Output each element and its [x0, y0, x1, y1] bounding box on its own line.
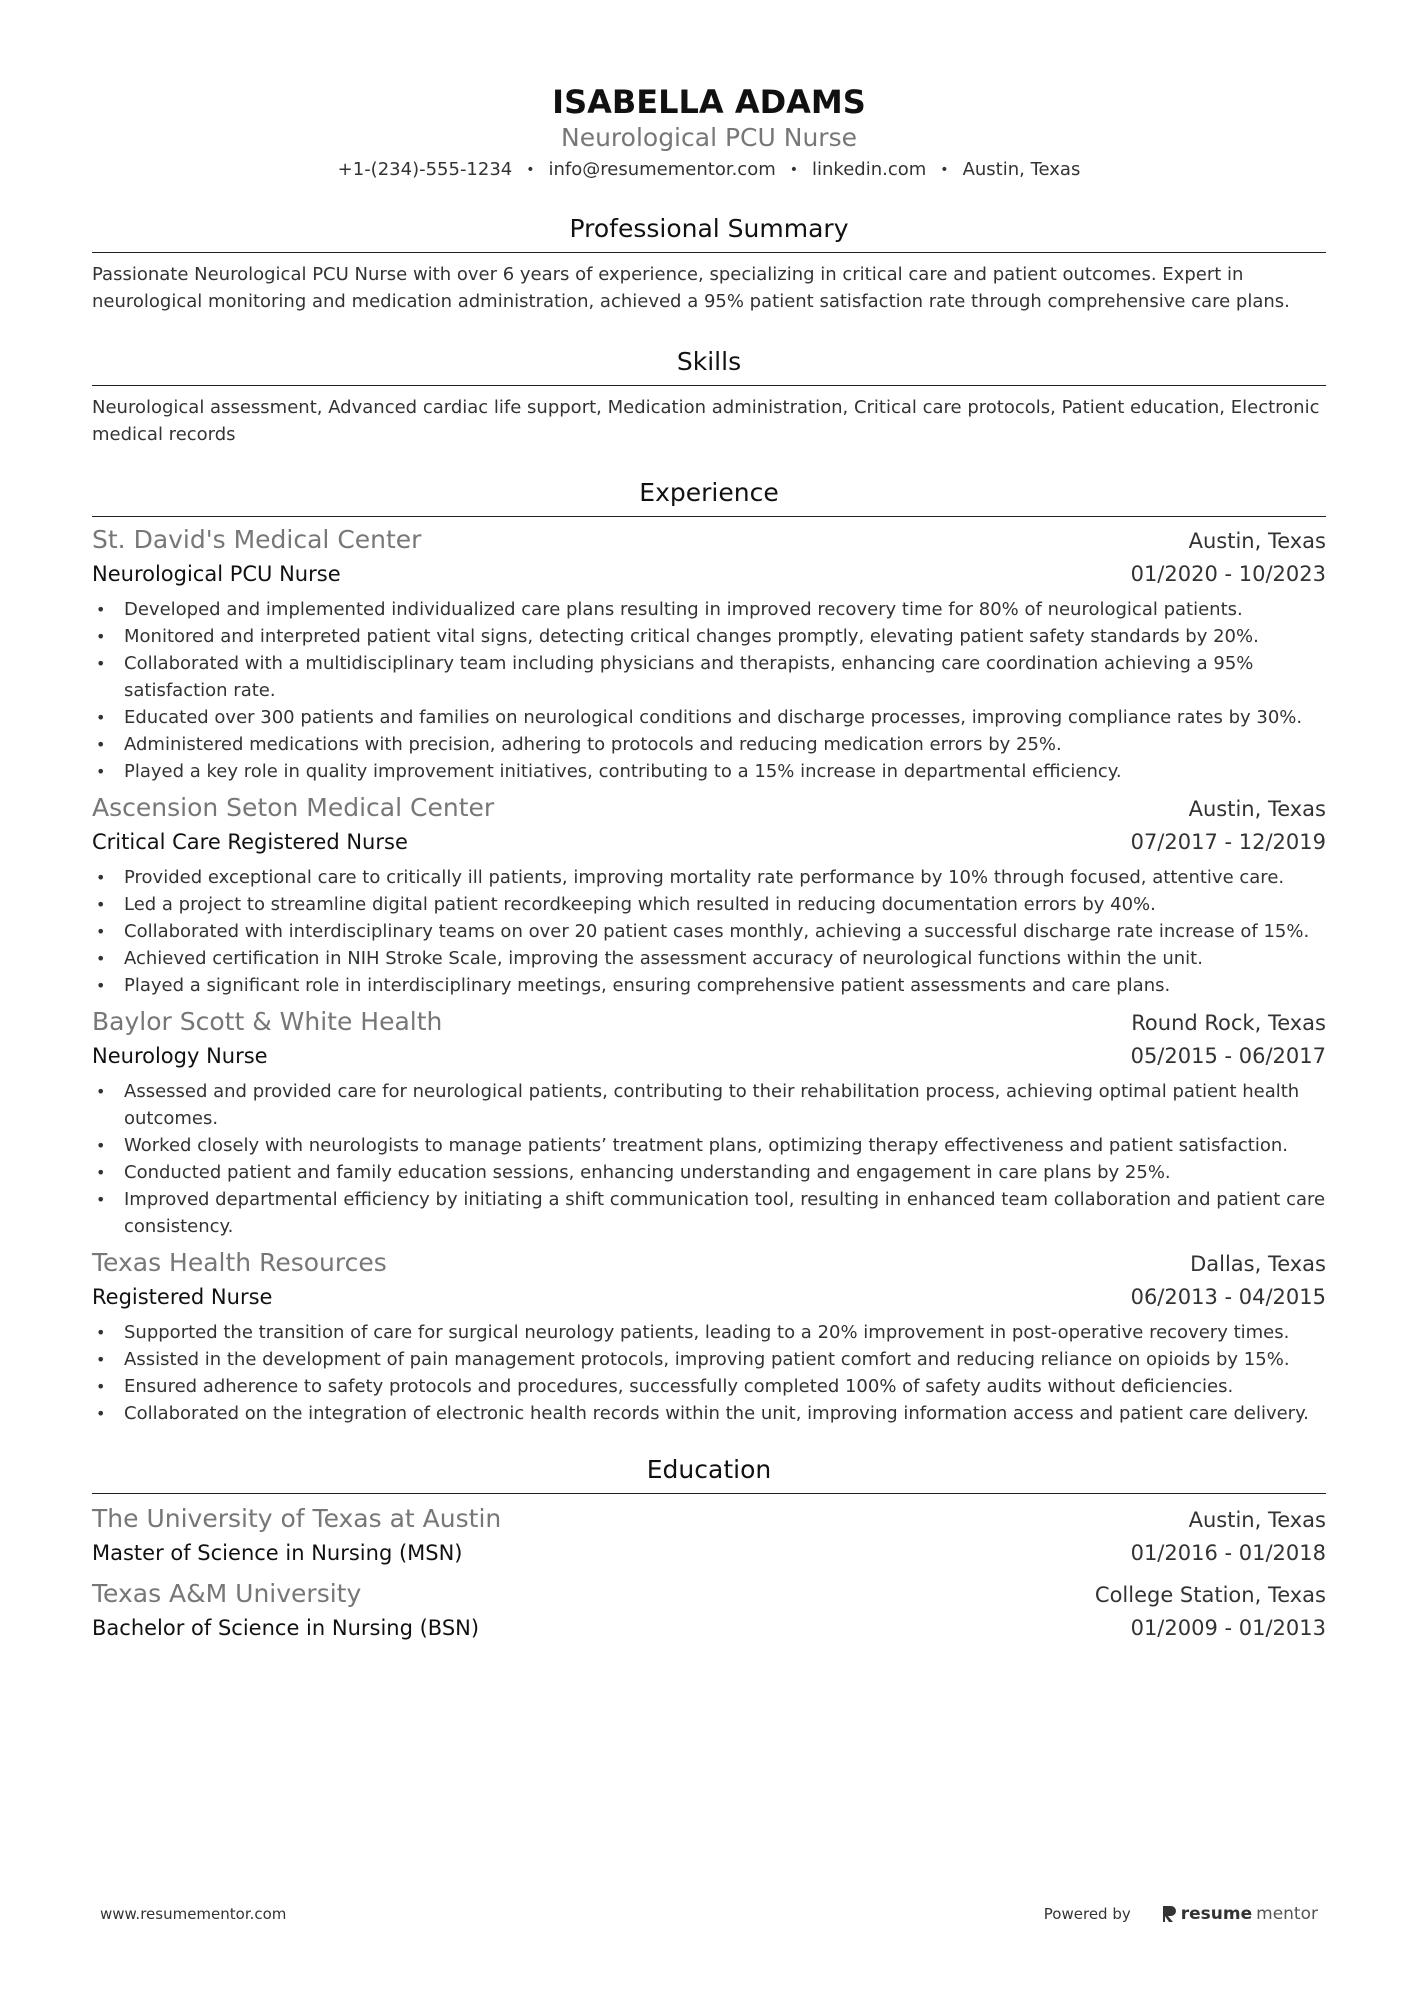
candidate-name: ISABELLA ADAMS	[552, 83, 866, 121]
job-location: Round Rock, Texas	[1131, 1011, 1326, 1035]
bullet-item: • Ensured adherence to safety protocols and procedures, successfully completed 100% of safety audits without deficiencies.	[92, 1373, 1326, 1400]
section-heading: Experience	[92, 476, 1326, 517]
school-location: Austin, Texas	[1188, 1508, 1326, 1532]
summary-section	[92, 212, 1326, 315]
job-location: Austin, Texas	[1188, 529, 1326, 553]
bullet-item: • Collaborated with interdisciplinary teams on over 20 patient cases monthly, achieving a successful discharge rate increase of 15%.	[92, 918, 1326, 945]
bullet-item: • Educated over 300 patients and families on neurological conditions and discharge processes, improving compliance rates by 30%.	[92, 704, 1326, 731]
page-footer	[100, 1904, 1318, 1924]
footer-brand	[1044, 1904, 1318, 1924]
bullet-item: • Supported the transition of care for surgical neurology patients, leading to a 20% improvement in post-operative recovery times.	[92, 1319, 1326, 1346]
candidate-title: Neurological PCU Nurse	[561, 123, 857, 152]
bullet-item: • Played a key role in quality improvement initiatives, contributing to a 15% increase in departmental efficiency.	[92, 758, 1326, 785]
entry-role-row	[92, 558, 1326, 590]
job-bullets	[92, 864, 1326, 999]
job-role: Neurological PCU Nurse	[92, 562, 341, 586]
education-entry	[92, 1502, 1326, 1569]
entry-degree-row	[92, 1537, 1326, 1569]
bullet-item: • Conducted patient and family education sessions, enhancing understanding and engagement in care plans by 25%.	[92, 1159, 1326, 1186]
separator-dot: •	[789, 162, 799, 178]
school-name: The University of Texas at Austin	[92, 1504, 502, 1533]
job-dates: 05/2015 - 06/2017	[1130, 1044, 1326, 1068]
entry-header-row	[92, 791, 1326, 826]
bullet-item: • Worked closely with neurologists to manage patients’ treatment plans, optimizing therapy effectiveness and patient satisfaction.	[92, 1132, 1326, 1159]
bullet-item: • Collaborated with a multidisciplinary team including physicians and therapists, enhancing care coordination achieving a 95% satisfaction rate.	[92, 650, 1326, 704]
company-name: Texas Health Resources	[92, 1248, 387, 1277]
summary-text: Passionate Neurological PCU Nurse with over 6 years of experience, specializing in critical care and patient outcomes. Expert in neurological monitoring and medication administration, achieved a 95% patient satisfaction rate through comprehensive care plans.	[92, 264, 1290, 312]
bullet-item: • Monitored and interpreted patient vital signs, detecting critical changes promptly, elevating patient safety standards by 20%.	[92, 623, 1326, 650]
resume-header	[92, 0, 1326, 184]
skills-text: Neurological assessment, Advanced cardiac life support, Medication administration, Critical care protocols, Patient education, Electronic medical records	[92, 397, 1320, 445]
bullet-item: • Developed and implemented individualized care plans resulting in improved recovery time for 80% of neurological patients.	[92, 596, 1326, 623]
resumementor-logo-icon	[1161, 1904, 1177, 1924]
skills-section	[92, 345, 1326, 448]
resume-page	[92, 0, 1326, 1644]
degree-name: Bachelor of Science in Nursing (BSN)	[92, 1616, 480, 1640]
entry-header-row	[92, 1005, 1326, 1040]
school-location: College Station, Texas	[1094, 1583, 1326, 1607]
logo-text-bold: resume	[1180, 1904, 1253, 1924]
separator-dot: •	[940, 162, 949, 178]
section-heading: Education	[92, 1453, 1326, 1494]
education-entry	[92, 1577, 1326, 1644]
contact-phone: +1-(234)-555-1234	[337, 159, 513, 180]
entry-role-row	[92, 1040, 1326, 1072]
education-dates: 01/2009 - 01/2013	[1130, 1616, 1326, 1640]
education-section	[92, 1453, 1326, 1644]
footer-website: www.resumementor.com	[100, 1905, 287, 1923]
bullet-item: • Provided exceptional care to critically ill patients, improving mortality rate performance by 10% through focused, attentive care.	[92, 864, 1326, 891]
education-dates: 01/2016 - 01/2018	[1130, 1541, 1326, 1565]
experience-entry	[92, 523, 1326, 785]
bullet-item: • Assisted in the development of pain management protocols, improving patient comfort and reducing reliance on opioids by 15%.	[92, 1346, 1326, 1373]
bullet-item: • Administered medications with precision, adhering to protocols and reducing medication errors by 25%.	[92, 731, 1326, 758]
bullet-item: • Collaborated on the integration of electronic health records within the unit, improving information access and patient care delivery.	[92, 1400, 1326, 1427]
entry-header-row	[92, 523, 1326, 558]
entry-role-row	[92, 826, 1326, 858]
experience-section	[92, 476, 1326, 1427]
job-dates: 07/2017 - 12/2019	[1130, 830, 1326, 854]
bullet-item: • Improved departmental efficiency by initiating a shift communication tool, resulting in enhanced team collaboration and patient care consistency.	[92, 1186, 1326, 1240]
job-role: Neurology Nurse	[92, 1044, 268, 1068]
bullet-item: • Assessed and provided care for neurological patients, contributing to their rehabilitation process, achieving optimal patient health outcomes.	[92, 1078, 1326, 1132]
entry-role-row	[92, 1281, 1326, 1313]
entry-degree-row	[92, 1612, 1326, 1644]
contact-email: info@resumementor.com	[548, 159, 776, 180]
school-name: Texas A&M University	[92, 1579, 362, 1608]
bullet-item: • Led a project to streamline digital patient recordkeeping which resulted in reducing documentation errors by 40%.	[92, 891, 1326, 918]
bullet-item: • Achieved certification in NIH Stroke Scale, improving the assessment accuracy of neurological functions within the unit.	[92, 945, 1326, 972]
job-dates: 06/2013 - 04/2015	[1130, 1285, 1326, 1309]
entry-header-row	[92, 1577, 1326, 1612]
contact-location: Austin, Texas	[962, 159, 1081, 180]
company-name: Baylor Scott & White Health	[92, 1007, 443, 1036]
experience-entry	[92, 791, 1326, 999]
job-bullets	[92, 1319, 1326, 1427]
contact-line	[92, 156, 1326, 184]
job-dates: 01/2020 - 10/2023	[1130, 562, 1326, 586]
degree-name: Master of Science in Nursing (MSN)	[92, 1541, 463, 1565]
section-heading: Professional Summary	[92, 212, 1326, 253]
entry-header-row	[92, 1246, 1326, 1281]
powered-by-label: Powered by	[1043, 1905, 1131, 1923]
job-bullets	[92, 596, 1326, 785]
job-role: Registered Nurse	[92, 1285, 273, 1309]
education-list	[92, 1502, 1326, 1644]
company-name: Ascension Seton Medical Center	[92, 793, 495, 822]
job-location: Dallas, Texas	[1190, 1252, 1326, 1276]
bullet-item: • Played a significant role in interdisciplinary meetings, ensuring comprehensive patient assessments and care plans.	[92, 972, 1326, 999]
separator-dot: •	[526, 162, 535, 178]
section-heading: Skills	[92, 345, 1326, 386]
job-bullets	[92, 1078, 1326, 1240]
job-location: Austin, Texas	[1188, 797, 1326, 821]
logo-text-light: mentor	[1256, 1904, 1318, 1924]
resumementor-logo	[1161, 1904, 1318, 1924]
contact-linkedin: linkedin.com	[812, 159, 927, 180]
experience-entry	[92, 1005, 1326, 1240]
experience-list	[92, 523, 1326, 1427]
entry-header-row	[92, 1502, 1326, 1537]
experience-entry	[92, 1246, 1326, 1427]
job-role: Critical Care Registered Nurse	[92, 830, 408, 854]
company-name: St. David's Medical Center	[92, 525, 422, 554]
